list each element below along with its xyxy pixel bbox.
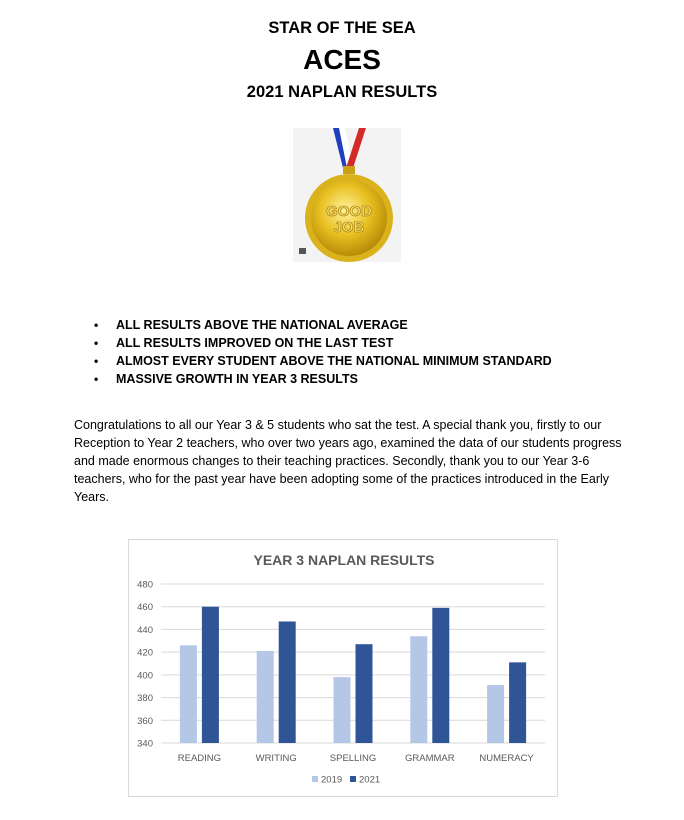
bullet-icon: • — [94, 354, 99, 368]
bar-2019-grammar — [410, 636, 427, 743]
bar-2021-writing — [279, 621, 296, 743]
medal-text-job: JOB — [333, 219, 365, 236]
bar-2021-numeracy — [509, 662, 526, 743]
y-tick-label: 440 — [137, 624, 153, 636]
bar-2021-reading — [202, 607, 219, 743]
school-name: STAR OF THE SEA — [268, 19, 416, 37]
bullet-icon: • — [94, 336, 99, 350]
image-icon — [299, 248, 306, 254]
highlight-text: ALL RESULTS ABOVE THE NATIONAL AVERAGE — [116, 318, 408, 332]
y-tick-label: 380 — [137, 693, 153, 705]
year3-naplan-chart — [128, 539, 558, 797]
y-tick-label: 340 — [137, 738, 153, 750]
x-category-label: GRAMMAR — [404, 753, 455, 764]
bar-2019-spelling — [334, 677, 351, 743]
good-job-medal-image — [293, 128, 401, 262]
y-tick-label: 400 — [137, 670, 153, 682]
highlight-item — [74, 316, 552, 334]
congratulations-paragraph: Congratulations to all our Year 3 & 5 students who sat the test. A special thank you, firstly to our Reception to Year 2 teachers, who over two years ago, examined the data of our students progress and made enormous changes to their teaching practices. Secondly, thank you to our Year 3-6 teachers, who for the past year have been adopting some of the practices introduced in the Early Years. — [74, 418, 622, 504]
bar-2019-writing — [257, 651, 274, 743]
legend-swatch-2021 — [350, 776, 356, 782]
y-tick-label: 460 — [137, 602, 153, 614]
bar-2019-reading — [180, 645, 197, 743]
legend-swatch-2019 — [312, 776, 318, 782]
bullet-icon: • — [94, 372, 99, 386]
highlights-list — [74, 316, 552, 388]
highlight-text: ALMOST EVERY STUDENT ABOVE THE NATIONAL MINIMUM STANDARD — [116, 354, 552, 368]
y-tick-label: 480 — [137, 579, 153, 591]
x-category-label: READING — [177, 753, 222, 764]
x-category-label: WRITING — [255, 753, 297, 764]
highlight-item — [74, 334, 552, 352]
highlight-item — [74, 352, 552, 370]
highlight-text: ALL RESULTS IMPROVED ON THE LAST TEST — [116, 336, 394, 350]
legend-label-2021: 2021 — [359, 774, 381, 786]
y-tick-label: 420 — [137, 647, 153, 659]
y-tick-label: 360 — [137, 715, 153, 727]
legend-label-2019: 2019 — [321, 774, 343, 786]
x-category-label: NUMERACY — [479, 753, 534, 764]
x-category-label: SPELLING — [329, 753, 377, 764]
medal-text-good: GOOD — [326, 203, 372, 220]
highlight-item — [74, 370, 552, 388]
bar-2021-grammar — [432, 608, 449, 743]
bar-2021-spelling — [356, 644, 373, 743]
page-title: ACES — [303, 44, 381, 75]
page-subtitle: 2021 NAPLAN RESULTS — [246, 83, 438, 101]
bullet-icon: • — [94, 318, 99, 332]
highlight-text: MASSIVE GROWTH IN YEAR 3 RESULTS — [116, 372, 358, 386]
chart-title: YEAR 3 NAPLAN RESULTS — [253, 552, 435, 568]
bar-2019-numeracy — [487, 685, 504, 743]
